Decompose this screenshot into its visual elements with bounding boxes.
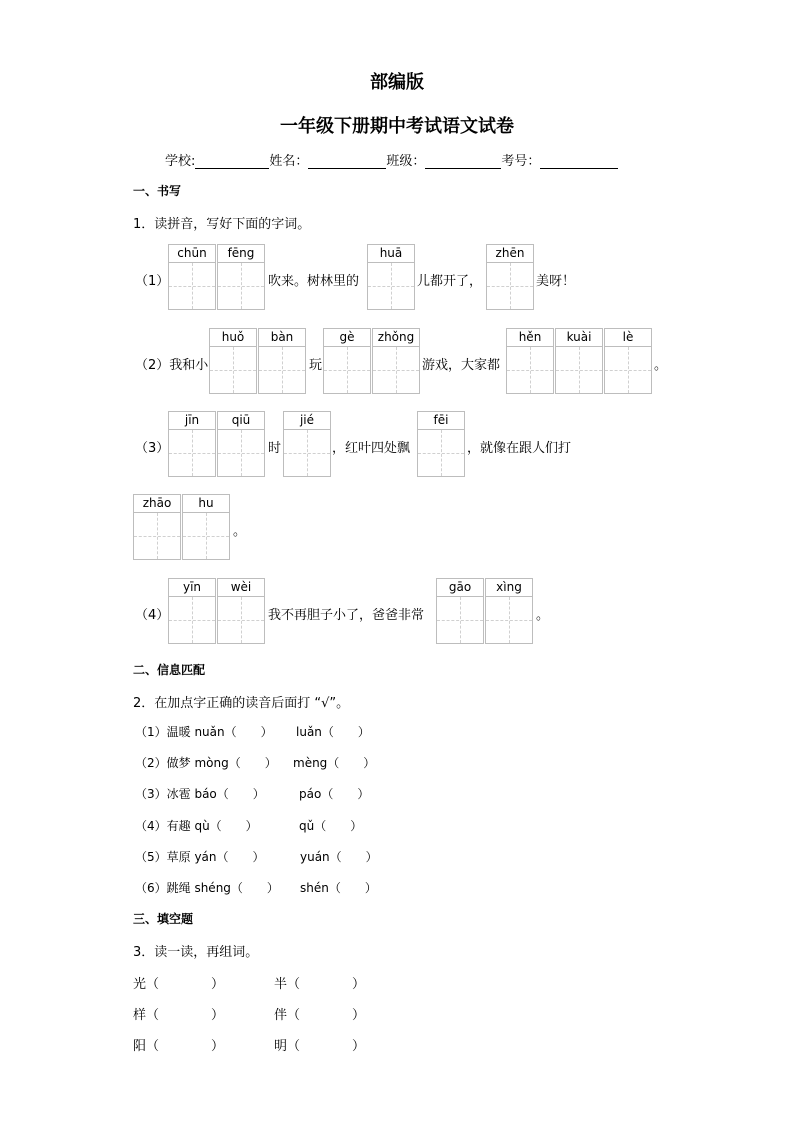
pinyin-label: wèi: [218, 579, 264, 597]
pinyin-box-gao[interactable]: [436, 578, 484, 644]
school-blank[interactable]: [195, 154, 269, 169]
pinyin-box-qiu[interactable]: [217, 411, 265, 477]
pinyin-label: jié: [284, 412, 330, 430]
name-label: 姓名：: [269, 154, 309, 169]
row-4-text-1: 我不再胆子小了，爸爸非常: [268, 608, 425, 623]
word-group-left-3[interactable]: 阳（ ）: [133, 1039, 225, 1054]
choice-item-2-alt[interactable]: mèng（ ）: [293, 756, 376, 770]
row-3-text-3: ，就像在跟人们打: [467, 441, 572, 456]
pinyin-box-jie[interactable]: [283, 411, 331, 477]
pinyin-label: xìng: [486, 579, 532, 597]
choice-item-6[interactable]: （6）跳绳 shéng（ ）: [135, 881, 279, 895]
choice-item-4[interactable]: （4）有趣 qù（ ）: [135, 819, 258, 833]
word-group-right-2[interactable]: 伴（ ）: [274, 1008, 366, 1023]
pinyin-box-wei[interactable]: [217, 578, 265, 644]
choice-item-4-alt[interactable]: qǔ（ ）: [299, 819, 363, 833]
pinyin-label: gāo: [437, 579, 483, 597]
pinyin-box-zhong[interactable]: [372, 328, 420, 394]
pinyin-label: chūn: [169, 245, 215, 263]
word-group-right-1[interactable]: 半（ ）: [274, 977, 366, 992]
student-info-line: [165, 150, 618, 169]
pinyin-label: gè: [324, 329, 370, 347]
row-2-text-1: 玩: [309, 358, 323, 373]
choice-item-5[interactable]: （5）草原 yán（ ）: [135, 850, 265, 864]
row-2-text-2: 游戏，大家都: [422, 358, 501, 373]
row-1-text-2: 儿都开了，: [417, 274, 483, 289]
word-group-left-2[interactable]: 样（ ）: [133, 1008, 225, 1023]
choice-item-1[interactable]: （1）温暖 nuǎn（ ）: [135, 725, 273, 739]
class-blank[interactable]: [425, 154, 501, 169]
pinyin-label: zhēn: [487, 245, 533, 263]
class-label: 班级：: [386, 154, 426, 169]
document-title: 部编版: [370, 72, 424, 93]
question-2: 2．在加点字正确的读音后面打 “√”。: [133, 696, 350, 711]
pinyin-label: zhǒng: [373, 329, 419, 347]
pinyin-box-huo[interactable]: [209, 328, 257, 394]
pinyin-box-chun[interactable]: [168, 244, 216, 310]
pinyin-box-hen[interactable]: [506, 328, 554, 394]
row-1-text-3: 美呀！: [536, 274, 576, 289]
choice-item-5-alt[interactable]: yuán（ ）: [300, 850, 378, 864]
section-heading-writing: 一、书写: [133, 184, 182, 198]
pinyin-box-yin[interactable]: [168, 578, 216, 644]
word-group-right-3[interactable]: 明（ ）: [274, 1039, 366, 1054]
question-1: 1．读拼音，写好下面的字词。: [133, 217, 311, 232]
pinyin-label: kuài: [556, 329, 602, 347]
row-3-text-1: 时: [268, 441, 282, 456]
choice-item-3-alt[interactable]: páo（ ）: [299, 787, 370, 801]
choice-item-3[interactable]: （3）冰雹 báo（ ）: [135, 787, 265, 801]
pinyin-box-ban[interactable]: [258, 328, 306, 394]
word-group-left-1[interactable]: 光（ ）: [133, 977, 225, 992]
row-1-text-1: 吹来。树林里的: [268, 274, 360, 289]
pinyin-label: hu: [183, 495, 229, 513]
pinyin-label: qiū: [218, 412, 264, 430]
question-3: 3．读一读，再组词。: [133, 945, 259, 960]
pinyin-box-hua[interactable]: [367, 244, 415, 310]
row-2-text-3: 。: [654, 358, 668, 373]
row-4-text-2: 。: [536, 608, 550, 623]
row-3-text-4: 。: [233, 524, 247, 539]
pinyin-label: bàn: [259, 329, 305, 347]
pinyin-label: hěn: [507, 329, 553, 347]
pinyin-label: huā: [368, 245, 414, 263]
section-heading-fill-in: 三、填空题: [133, 912, 194, 926]
pinyin-box-xing[interactable]: [485, 578, 533, 644]
choice-item-2[interactable]: （2）做梦 mòng（ ）: [135, 756, 277, 770]
row-4-number: （4）: [135, 608, 170, 623]
row-2-text-0: （2）我和小: [135, 358, 209, 373]
pinyin-box-kuai[interactable]: [555, 328, 603, 394]
pinyin-label: zhāo: [134, 495, 180, 513]
pinyin-box-zhao[interactable]: [133, 494, 181, 560]
choice-item-1-alt[interactable]: luǎn（ ）: [296, 725, 370, 739]
pinyin-label: fēng: [218, 245, 264, 263]
pinyin-box-feng[interactable]: [217, 244, 265, 310]
pinyin-label: fēi: [418, 412, 464, 430]
row-3-text-2: ，红叶四处飘: [332, 441, 411, 456]
pinyin-label: yīn: [169, 579, 215, 597]
pinyin-box-jin[interactable]: [168, 411, 216, 477]
school-label: 学校:: [165, 154, 196, 169]
pinyin-box-zhen[interactable]: [486, 244, 534, 310]
pinyin-box-fei[interactable]: [417, 411, 465, 477]
pinyin-box-hu[interactable]: [182, 494, 230, 560]
section-heading-matching: 二、信息匹配: [133, 663, 206, 677]
choice-item-6-alt[interactable]: shén（ ）: [300, 881, 377, 895]
pinyin-label: jīn: [169, 412, 215, 430]
exam-number-blank[interactable]: [540, 154, 618, 169]
pinyin-box-ge[interactable]: [323, 328, 371, 394]
row-3-number: （3）: [135, 441, 170, 456]
name-blank[interactable]: [308, 154, 386, 169]
pinyin-label: huǒ: [210, 329, 256, 347]
pinyin-label: lè: [605, 329, 651, 347]
exam-title: 一年级下册期中考试语文试卷: [280, 116, 514, 137]
pinyin-box-le[interactable]: [604, 328, 652, 394]
row-1-number: （1）: [135, 274, 170, 289]
exam-number-label: 考号：: [501, 154, 541, 169]
